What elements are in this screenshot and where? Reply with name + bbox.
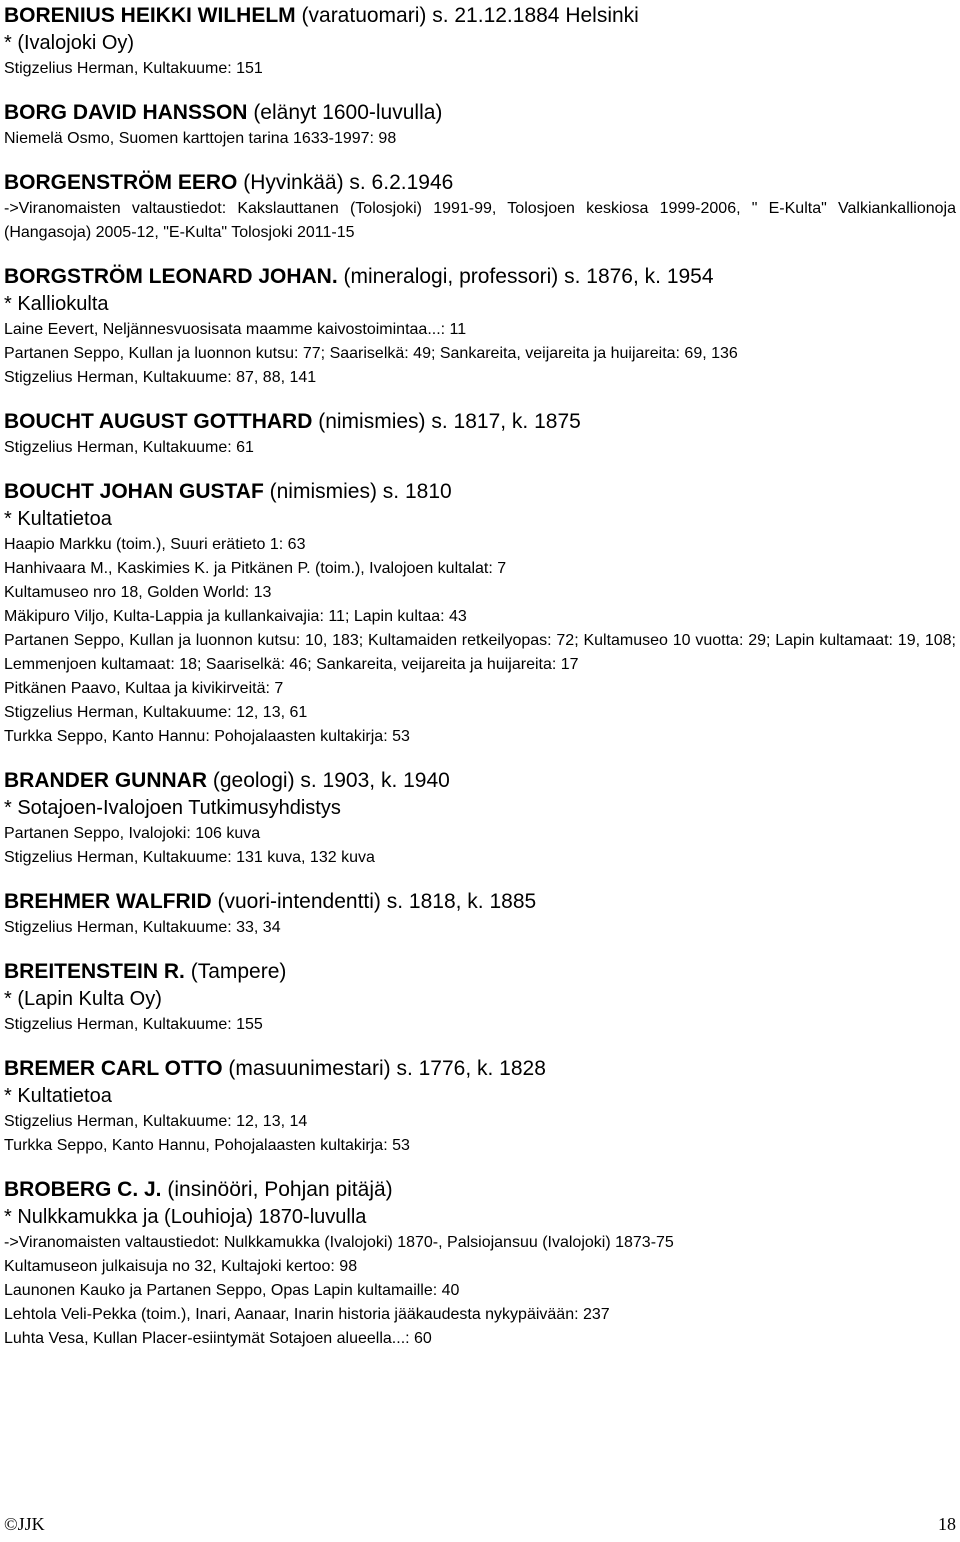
entry-heading — [4, 478, 956, 506]
page-number: 18 — [938, 1514, 956, 1534]
person-info: (Tampere) — [190, 960, 287, 983]
person-info: (geologi) s. 1903, k. 1940 — [212, 769, 450, 792]
reference-line: Lehtola Veli-Pekka (toim.), Inari, Aanaar, Inarin historia jääkaudesta nykypäivään: 237 — [4, 1306, 610, 1323]
reference-line: Partanen Seppo, Ivalojoki: 106 kuva — [4, 825, 261, 842]
person-name: BORG DAVID HANSSON — [4, 101, 248, 124]
reference-line: Stigzelius Herman, Kultakuume: 61 — [4, 439, 254, 456]
reference-line: Kultamuseon julkaisuja no 32, Kultajoki kertoo: 98 — [4, 1258, 358, 1275]
entry — [4, 2, 956, 81]
person-info: (vuori-intendentti) s. 1818, k. 1885 — [217, 890, 537, 913]
entry — [4, 958, 956, 1037]
reference-line: Luhta Vesa, Kullan Placer-esiintymät Sotajoen alueella...: 60 — [4, 1330, 432, 1347]
person-name: BORENIUS HEIKKI WILHELM — [4, 4, 296, 27]
reference-line: Launonen Kauko ja Partanen Seppo, Opas Lapin kultamaille: 40 — [4, 1282, 460, 1299]
person-info: (nimismies) s. 1817, k. 1875 — [318, 410, 581, 433]
entry — [4, 767, 956, 870]
entry-subtitle: * (Ivalojoki Oy) — [4, 32, 135, 54]
person-info: (elänyt 1600-luvulla) — [253, 101, 443, 124]
reference-line: Stigzelius Herman, Kultakuume: 131 kuva, 132 kuva — [4, 849, 375, 866]
entry-subtitle: * Nulkkamukka ja (Louhioja) 1870-luvulla — [4, 1206, 367, 1228]
entry-subtitle: * Kalliokulta — [4, 293, 109, 315]
entry — [4, 478, 956, 749]
entry — [4, 888, 956, 940]
person-info: (varatuomari) s. 21.12.1884 Helsinki — [301, 4, 639, 27]
entry-heading — [4, 1176, 956, 1204]
person-name: BRANDER GUNNAR — [4, 769, 207, 792]
reference-line: Pitkänen Paavo, Kultaa ja kivikirveitä: 7 — [4, 680, 284, 697]
entry-heading — [4, 958, 956, 986]
footer-copyright: ©JJK — [4, 1514, 45, 1534]
entry-heading — [4, 2, 956, 30]
reference-line: ->Viranomaisten valtaustiedot: Nulkkamukka (Ivalojoki) 1870-, Palsiojansuu (Ivalojoki) 1873-75 — [4, 1234, 674, 1251]
entry — [4, 169, 956, 245]
entry-subtitle: * Kultatietoa — [4, 508, 112, 530]
entry-subtitle: * Kultatietoa — [4, 1085, 112, 1107]
reference-line: Stigzelius Herman, Kultakuume: 12, 13, 14 — [4, 1113, 308, 1130]
document-page — [4, 2, 956, 1369]
person-name: BOUCHT JOHAN GUSTAF — [4, 480, 264, 503]
reference-line: Mäkipuro Viljo, Kulta-Lappia ja kullankaivajia: 11; Lapin kultaa: 43 — [4, 608, 467, 625]
reference-line: Niemelä Osmo, Suomen karttojen tarina 1633-1997: 98 — [4, 130, 397, 147]
reference-line: Partanen Seppo, Kullan ja luonnon kutsu: 77; Saariselkä: 49; Sankareita, veijareita ja huijareita: 69, 136 — [4, 345, 738, 362]
reference-line: Haapio Markku (toim.), Suuri erätieto 1: 63 — [4, 536, 306, 553]
reference-line: Stigzelius Herman, Kultakuume: 33, 34 — [4, 919, 281, 936]
person-name: BORGENSTRÖM EERO — [4, 171, 238, 194]
reference-line: Stigzelius Herman, Kultakuume: 151 — [4, 60, 263, 77]
entry — [4, 263, 956, 390]
person-info: (nimismies) s. 1810 — [269, 480, 452, 503]
person-name: BORGSTRÖM LEONARD JOHAN. — [4, 265, 338, 288]
reference-line: ->Viranomaisten valtaustiedot: Kakslauttanen (Tolosjoki) 1991-99, Tolosjoen keskiosa 1999-2006, " E-Kulta" Valkiankallionoja (Hangasoja) 2005-12, "E-Kulta" Tolosjoki 2011-15 — [4, 200, 956, 241]
reference-line: Turkka Seppo, Kanto Hannu: Pohojalaasten kultakirja: 53 — [4, 728, 410, 745]
entry-heading — [4, 99, 956, 127]
person-info: (insinööri, Pohjan pitäjä) — [167, 1178, 393, 1201]
entry-heading — [4, 263, 956, 291]
person-name: BREHMER WALFRID — [4, 890, 212, 913]
person-info: (mineralogi, professori) s. 1876, k. 1954 — [343, 265, 714, 288]
person-name: BROBERG C. J. — [4, 1178, 162, 1201]
reference-line: Partanen Seppo, Kullan ja luonnon kutsu: 10, 183; Kultamaiden retkeilyopas: 72; Kultamuseo 10 vuotta: 29; Lapin kultamaat: 19, 108; Lemmenjoen kultamaat: 18; Saariselkä: 46; Sankareita, veijareita ja huijareita: 17 — [4, 632, 956, 673]
reference-line: Kultamuseo nro 18, Golden World: 13 — [4, 584, 272, 601]
entry-heading — [4, 169, 956, 197]
reference-line: Stigzelius Herman, Kultakuume: 155 — [4, 1016, 263, 1033]
reference-line: Hanhivaara M., Kaskimies K. ja Pitkänen P. (toim.), Ivalojoen kultalat: 7 — [4, 560, 507, 577]
entry-subtitle: * (Lapin Kulta Oy) — [4, 988, 162, 1010]
person-info: (masuunimestari) s. 1776, k. 1828 — [228, 1057, 546, 1080]
reference-line: Turkka Seppo, Kanto Hannu, Pohojalaasten kultakirja: 53 — [4, 1137, 410, 1154]
entry-subtitle: * Sotajoen-Ivalojoen Tutkimusyhdistys — [4, 797, 341, 819]
entry-heading — [4, 767, 956, 795]
person-info: (Hyvinkää) s. 6.2.1946 — [243, 171, 454, 194]
reference-line: Stigzelius Herman, Kultakuume: 12, 13, 61 — [4, 704, 308, 721]
entry-heading — [4, 1055, 956, 1083]
entry-heading — [4, 888, 956, 916]
reference-line: Laine Eevert, Neljännesvuosisata maamme kaivostoimintaa...: 11 — [4, 321, 467, 338]
reference-line: Stigzelius Herman, Kultakuume: 87, 88, 141 — [4, 369, 317, 386]
entry — [4, 1176, 956, 1351]
person-name: BREITENSTEIN R. — [4, 960, 185, 983]
person-name: BREMER CARL OTTO — [4, 1057, 223, 1080]
entry-heading — [4, 408, 956, 436]
entry — [4, 99, 956, 151]
entry — [4, 1055, 956, 1158]
entry — [4, 408, 956, 460]
person-name: BOUCHT AUGUST GOTTHARD — [4, 410, 313, 433]
